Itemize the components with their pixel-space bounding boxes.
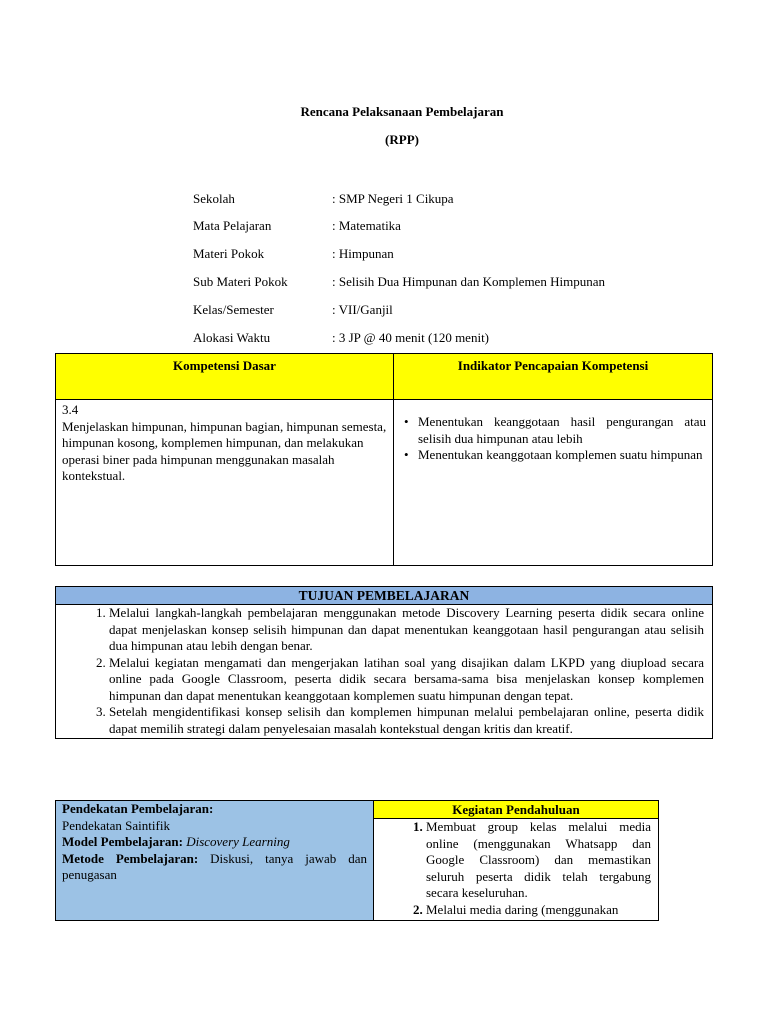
indikator-cell [394, 400, 713, 566]
model-label: Model Pembelajaran: [62, 834, 183, 849]
info-value: : Selisih Dua Himpunan dan Komplemen Himpunan [332, 274, 605, 290]
kegiatan-body [374, 819, 658, 920]
info-value: : Matematika [332, 218, 401, 234]
tujuan-header: TUJUAN PEMBELAJARAN [56, 587, 713, 605]
pendekatan-cell [56, 801, 374, 921]
kompetensi-dasar-cell [56, 400, 394, 566]
model-value: Discovery Learning [186, 834, 290, 849]
pendekatan-heading: Pendekatan Pembelajaran: [62, 801, 214, 816]
pendekatan-value: Pendekatan Saintifik [62, 817, 170, 833]
info-value: : VII/Ganjil [332, 301, 393, 317]
kegiatan-header: Kegiatan Pendahuluan [374, 801, 658, 819]
info-block [193, 185, 605, 352]
info-label: Sub Materi Pokok [193, 274, 288, 290]
indikator-item: • Menentukan keanggotaan hasil pengurangan atau selisih dua himpunan atau lebih [418, 414, 706, 447]
tujuan-list [56, 605, 704, 737]
tujuan-table [55, 586, 713, 739]
info-label: Sekolah [193, 190, 235, 206]
kd-text: Menjelaskan himpunan, himpunan bagian, himpunan semesta, himpunan kosong, komplemen himpunan, dan melakukan operasi biner pada himpunan menggunakan masalah kontekstual. [62, 418, 387, 483]
info-label: Kelas/Semester [193, 301, 274, 317]
info-label: Alokasi Waktu [193, 329, 271, 345]
info-row-materi-pokok [193, 241, 605, 269]
metode-line [62, 851, 367, 884]
kegiatan-item: 2. Melalui media daring (menggunakan [426, 902, 651, 919]
kegiatan-list [374, 819, 651, 918]
info-row-mata-pelajaran [193, 213, 605, 241]
kegiatan-item: 1. Membuat group kelas melalui media online (menggunakan Whatsapp dan Google Classroom) dan memastikan seluruh peserta didik telah tergabung secara keseluruhan. [426, 819, 651, 902]
info-row-sekolah [193, 185, 605, 213]
info-label: Mata Pelajaran [193, 218, 272, 234]
indikator-header: Indikator Pencapaian Kompetensi [394, 354, 713, 400]
tujuan-item: 1. Melalui langkah-langkah pembelajaran menggunakan metode Discovery Learning peserta didik secara online dapat menjelaskan konsep selisih himpunan dan dapat menentukan keanggotaan hasil pengurangan atau selisih dua himpunan atau lebih dengan benar. [109, 605, 704, 655]
info-value: : Himpunan [332, 246, 394, 262]
indikator-list [400, 414, 706, 464]
kegiatan-cell [374, 801, 659, 921]
kompetensi-dasar-header: Kompetensi Dasar [56, 354, 394, 400]
model-line [62, 834, 367, 851]
info-row-alokasi-waktu [193, 324, 605, 352]
info-row-sub-materi [193, 268, 605, 296]
metode-value: Diskusi, tanya jawab dan penugasan [62, 850, 367, 882]
tujuan-cell [56, 605, 713, 739]
tujuan-item: 3. Setelah mengidentifikasi konsep selisih dan komplemen himpunan melalui pembelajaran online, peserta didik dapat memilih strategi dalam penyelesaian masalah kontekstual dengan kritis dan kreatif. [109, 704, 704, 737]
document-subtitle: (RPP) [385, 132, 419, 147]
info-value: : SMP Negeri 1 Cikupa [332, 190, 454, 206]
indikator-item: • Menentukan keanggotaan komplemen suatu himpunan [418, 447, 706, 464]
tujuan-item: 2. Melalui kegiatan mengamati dan mengerjakan latihan soal yang disajikan dalam LKPD yang diupload secara online pada Google Classroom, peserta didik secara bersama-sama bisa menjelaskan konsep komplemen himpunan dan dapat menentukan keanggotaan komplemen suatu himpunan dengan tepat. [109, 655, 704, 705]
kd-number: 3.4 [62, 402, 79, 417]
metode-label: Metode Pembelajaran: [62, 850, 199, 866]
info-row-kelas-semester [193, 296, 605, 324]
info-label: Materi Pokok [193, 246, 265, 262]
pendekatan-table [55, 800, 659, 921]
document-title: Rencana Pelaksanaan Pembelajaran [300, 104, 504, 119]
kompetensi-table [55, 353, 713, 566]
info-value: : 3 JP @ 40 menit (120 menit) [332, 329, 490, 345]
